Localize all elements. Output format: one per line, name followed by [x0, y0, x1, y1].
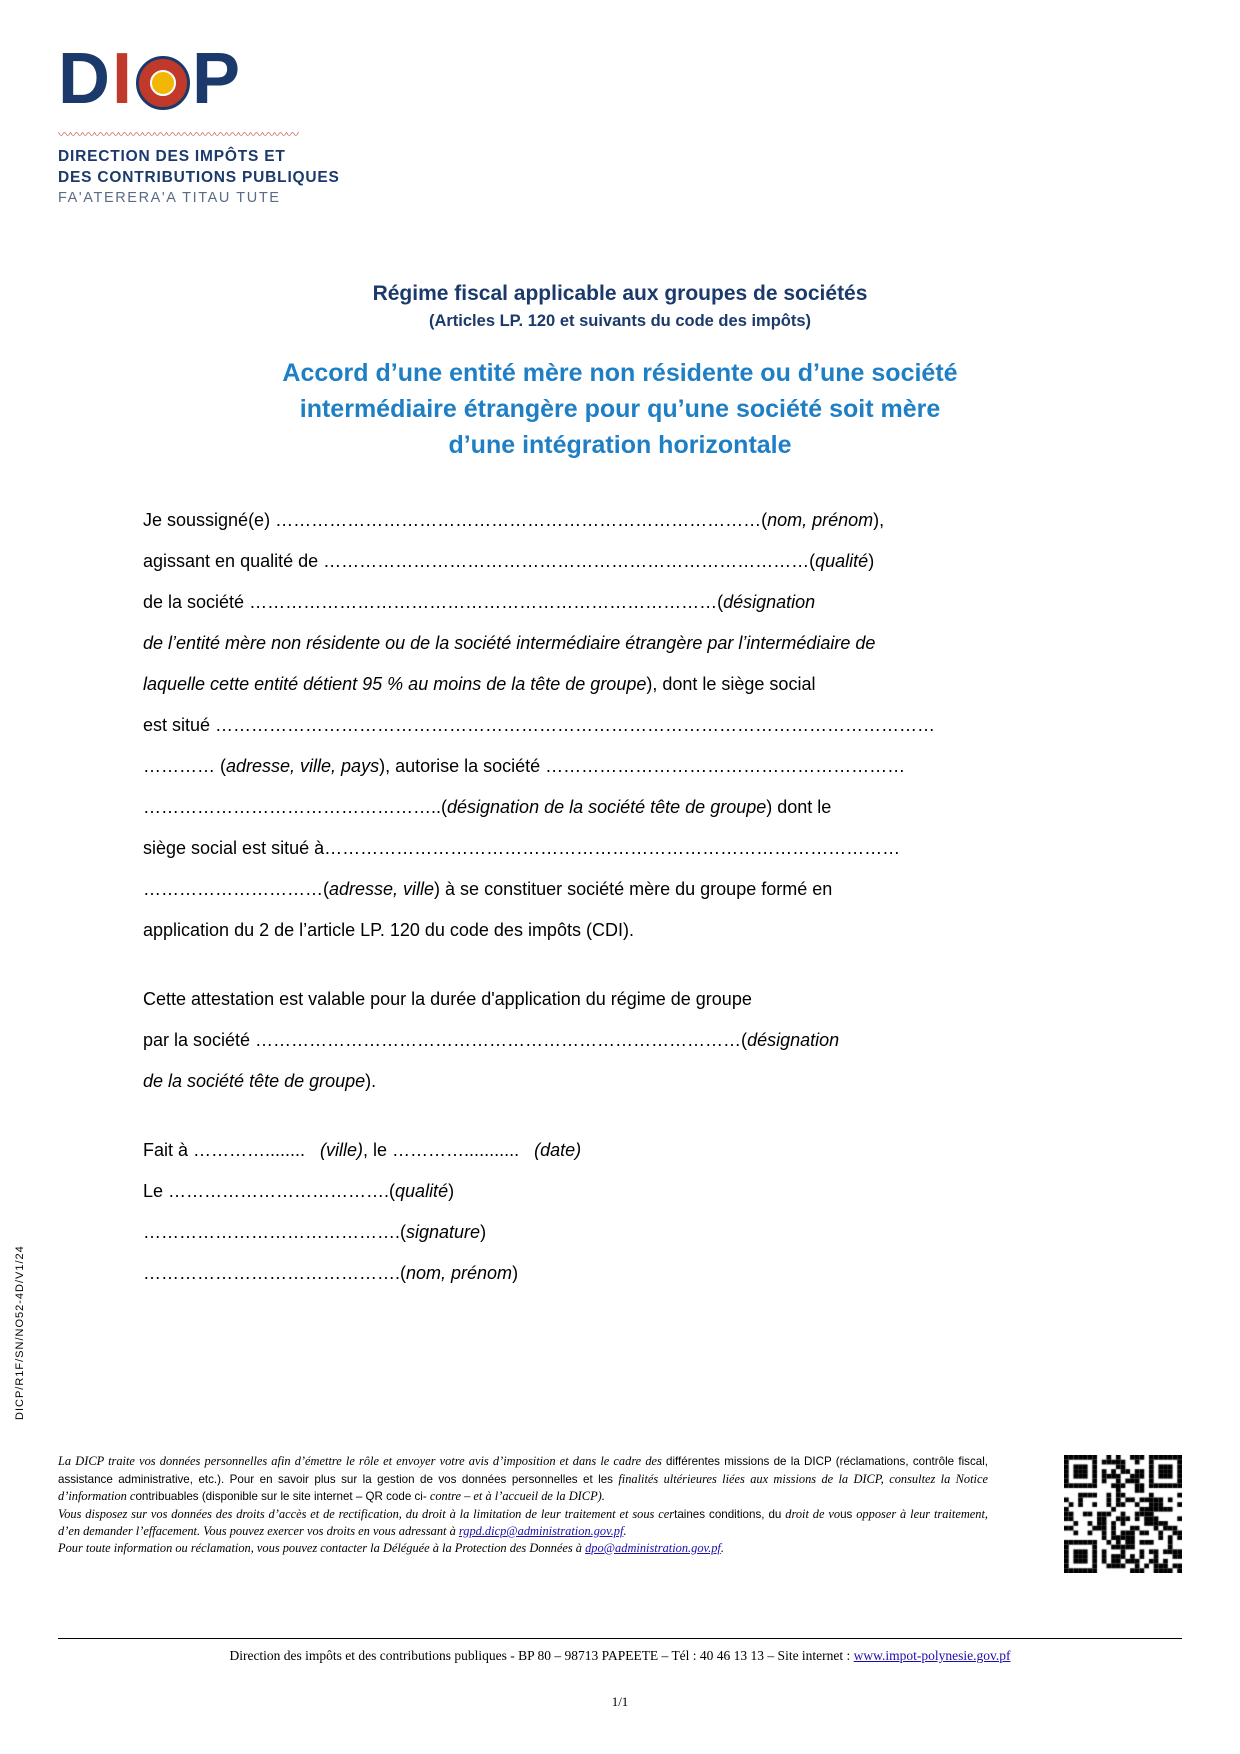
- logo-subtitle-line2: DES CONTRIBUTIONS PUBLIQUES: [58, 169, 340, 186]
- text-run: .: [623, 1524, 627, 1538]
- placeholder-signature: signature: [406, 1222, 481, 1242]
- footer-divider: [58, 1638, 1182, 1639]
- text-run: ………… (: [143, 756, 226, 776]
- text-run: ).: [365, 1071, 377, 1091]
- text-run: ): [512, 1263, 519, 1283]
- text-run-italic: laquelle cette entité détient 95 % au moins de la tête de groupe: [143, 674, 647, 694]
- text-run: ): [480, 1222, 487, 1242]
- document-heading: [140, 355, 1100, 463]
- text-run: ): [448, 1181, 455, 1201]
- paragraph-adresse-pays: [143, 746, 1098, 787]
- placeholder-adresse-ville-pays: adresse, ville, pays: [226, 756, 380, 776]
- text-run: …………………………………….(: [143, 1222, 406, 1242]
- text-run: ontribuables (disponible sur le site internet – QR code ci-: [135, 1490, 427, 1503]
- dicp-logo: [58, 40, 378, 209]
- text-run: par la société ………………………………………………………………………(: [143, 1030, 748, 1050]
- paragraph-designation-detail-2: [143, 664, 1098, 705]
- text-run: Fait à …………........: [143, 1140, 306, 1160]
- logo-subtitle-line3: FA'ATERERA'A TITAU TUTE: [58, 190, 281, 206]
- rgpd-email-link[interactable]: rgpd.dicp@administration.gov.pf: [458, 1524, 624, 1538]
- text-run: us: [840, 1507, 853, 1521]
- text-run: DICP (réclamations, contrôle fiscal, assistance administrative, etc.). Pour en savoir plus sur la gestion de vos données personnelles et les: [58, 1455, 989, 1486]
- text-run: Pour toute information ou réclamation, vous pouvez contacter la Déléguée à la Protection des Données à: [58, 1540, 586, 1555]
- paragraph-declaration: [143, 500, 1098, 541]
- text-run: Le ……………………………….(: [143, 1181, 396, 1201]
- text-run: Vous disposez sur vos données des droits d’accès et de rectification, du droit à la limitation de leur traitement et sous cer: [58, 1506, 675, 1521]
- placeholder-qualite-2: qualité: [395, 1181, 449, 1201]
- text-run: ) dont le: [766, 797, 832, 817]
- logo-wordmark: [58, 40, 378, 118]
- paragraph-designation-tete-groupe: [143, 787, 1098, 828]
- text-run: …………………………………….(: [143, 1263, 406, 1283]
- placeholder-designation-2: désignation: [747, 1030, 840, 1050]
- signature-line: [143, 1212, 1098, 1253]
- website-link[interactable]: www.impot-polynesie.gov.pf: [853, 1648, 1011, 1663]
- paragraph-designation-detail-1: de l’entité mère non résidente ou de la société intermédiaire étrangère par l’intermédiaire de: [143, 633, 876, 653]
- document-heading-line3: d’une intégration horizontale: [448, 431, 792, 459]
- document-body: [143, 500, 1098, 1294]
- signature-nom-line: [143, 1253, 1098, 1294]
- logo-letter-d: D: [58, 39, 112, 119]
- paragraph-siege-social-situe: siège social est situé à……………………………………………………………………………………: [143, 838, 901, 858]
- paragraph-siege-social: est situé …………………………………………………………………………………………………………: [143, 715, 936, 735]
- qr-code[interactable]: [1064, 1455, 1182, 1573]
- text-run: ),: [873, 510, 885, 530]
- logo-letter-p: P: [192, 39, 243, 119]
- paragraph-societe: [143, 582, 1098, 623]
- signature-qualite-line: [143, 1171, 1098, 1212]
- text-run: La DICP traite vos données personnelles afin d’émettre le rôle et envoyer votre avis d’imposition et dans le cadre des: [58, 1454, 667, 1468]
- text-run: contre – et à l’accueil de la DICP).: [429, 1489, 605, 1503]
- page-title: Régime fiscal applicable aux groupes de sociétés: [372, 282, 868, 305]
- logo-zigzag-decoration: 〰〰〰〰〰〰〰〰〰〰〰〰〰〰〰〰〰〰〰〰: [58, 128, 299, 138]
- text-run: finalités ultérieures liées aux missions de la DICP, consultez la Notice d’information c: [58, 1471, 988, 1503]
- text-run: de la société ……………………………………………………………………(: [143, 592, 724, 612]
- placeholder-qualite: qualité: [815, 551, 869, 571]
- paragraph-attestation-2: [143, 1020, 1098, 1061]
- paragraph-attestation-3: [143, 1061, 1098, 1102]
- placeholder-designation: désignation: [723, 592, 816, 612]
- paragraph-attestation-1: Cette attestation est valable pour la durée d'application du régime de groupe: [143, 989, 752, 1009]
- placeholder-designation-tete-groupe: désignation de la société tête de groupe: [447, 797, 767, 817]
- text-run: droit de vo: [785, 1506, 841, 1521]
- paragraph-spacer: [143, 951, 1098, 979]
- dpo-email-link[interactable]: dpo@administration.gov.pf: [585, 1540, 721, 1555]
- placeholder-nom-prenom: nom, prénom: [767, 510, 874, 530]
- document-title-block: [140, 280, 1100, 463]
- document-heading-line2: intermédiaire étrangère pour qu’une société soit mère: [299, 395, 941, 423]
- footer-contact: [58, 1648, 1182, 1664]
- paragraph-application-article: application du 2 de l’article LP. 120 du code des impôts (CDI).: [143, 920, 634, 940]
- text-run-italic: de la société tête de groupe: [143, 1071, 366, 1091]
- placeholder-adresse-ville: adresse, ville: [329, 879, 435, 899]
- text-run: opposer à leur traitement, d’en demander l’effacement. Vous pouvez exercer vos droits en vous adressant à: [58, 1506, 989, 1538]
- page-subtitle: (Articles LP. 120 et suivants du code des impôts): [428, 312, 812, 330]
- logo-letter-i: I: [112, 39, 135, 119]
- paragraph-qualite: [143, 541, 1098, 582]
- logo-subtitle-line1: DIRECTION DES IMPÔTS ET: [58, 148, 286, 165]
- qr-code-image: [1064, 1455, 1182, 1573]
- text-run: ): [868, 551, 875, 571]
- text-run: …………………………………………..(: [143, 797, 447, 817]
- placeholder-nom-prenom-2: nom, prénom: [406, 1263, 513, 1283]
- text-run: ) à se constituer société mère du groupe formé en: [434, 879, 833, 899]
- text-run: ), dont le siège social: [646, 674, 816, 694]
- text-run: .: [720, 1540, 724, 1555]
- paragraph-spacer: [143, 1102, 1098, 1130]
- text-run: …………………………(: [143, 879, 329, 899]
- signature-fait-line: [143, 1130, 1098, 1171]
- text-run: , le …………...........: [363, 1140, 520, 1160]
- document-heading-line1: Accord d’une entité mère non résidente ou d’une société: [282, 359, 958, 387]
- paragraph-adresse-ville: [143, 869, 1098, 910]
- text-run: Je soussigné(e) ………………………………………………………………………(: [143, 510, 768, 530]
- document-reference-code: DICP/R1F/SN/NO52-4D/V1/24: [14, 1245, 26, 1420]
- text-run: ), autorise la société ……………………………………………………: [379, 756, 906, 776]
- text-run: agissant en qualité de ………………………………………………………………………(: [143, 551, 816, 571]
- page-number: 1/1: [611, 1694, 629, 1709]
- placeholder-ville: (ville): [320, 1140, 364, 1160]
- placeholder-date: (date): [534, 1140, 582, 1160]
- text-run: Direction des impôts et des contributions publiques - BP 80 – 98713 PAPEETE – Tél : 40 46 13 13 – Site internet :: [229, 1648, 854, 1663]
- logo-subtitle: [58, 146, 378, 209]
- tahiti-emblem-icon: [136, 56, 190, 110]
- text-run: taines conditions, du: [674, 1507, 782, 1521]
- privacy-notice: [58, 1453, 988, 1556]
- text-run: différentes missions de la: [666, 1455, 800, 1468]
